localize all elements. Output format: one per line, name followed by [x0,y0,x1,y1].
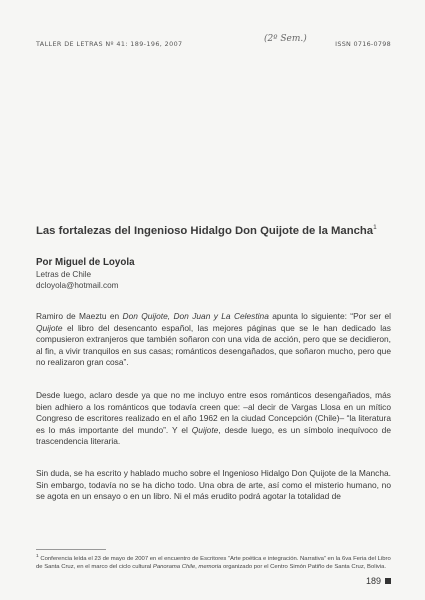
author-email: dcloyola@hotmail.com [36,281,119,290]
paragraph-2-text-a: Desde luego, aclaro desde ya que no me incluyo entre esos románticos desengañados, más bien adhiero a los románticos que todavía creen que: –al decir de Vargas Llosa en un mítico Congreso de escritores realizado en el año 1962 en la ciudad Concepción (Chile)– “la literatura es lo más importante del mundo”. Y el [36,390,391,435]
author-block [36,257,135,291]
footnote-text-a: Conferencia leída el 23 de mayo de 2007 en el encuentro de Escritores “Arte poética e integración. Narrativa” en la 6va Feria del Libro de Santa Cruz, en el marco del ciclo cultural [36,555,391,570]
article-title-text: Las fortalezas del Ingenioso Hidalgo Don Quijote de la Mancha [36,224,374,237]
author-affiliation: Letras de Chile [36,270,92,279]
paragraph-1-text-c: el libro del desencanto español, las mejores páginas que se le han dedicado las compusieron extranjeros que también soñaron con una vida de acción, pero que se decidieron, al fin, a vivir tranquilos en sus casas; románticos desengañados, que soñaron mucho, pero que no realizaron gran cosa”. [36,322,391,367]
paragraph-1-italic-a: Don Quijote, Don Juan y La Celestina [122,311,269,321]
footnote-mark: 1 [36,554,39,559]
title-footnote-mark: 1 [373,224,377,231]
paragraph-3-text: Sin duda, se ha escrito y hablado mucho sobre el Ingenioso Hidalgo Don Quijote de la Mancha. Sin embargo, todavía no se ha dicho todo. Una obra de arte, así como el misterio humano, no se agota en un ensayo o en un libro. Ni el más erudito podrá agotar la totalidad de [36,468,391,501]
footnote-rule [36,549,106,550]
page-number-text: 189 [365,576,381,586]
paragraph-1 [36,311,391,369]
handwritten-note: (2º Sem.) [264,34,307,44]
footnote-italic-a: Panorama Chile [152,563,196,570]
square-marker-icon [385,578,391,584]
paragraph-2-italic-a: Quijote [191,424,219,435]
paragraph-1-italic-b: Quijote [36,322,63,333]
footnote-text-c: organizado por el Centro Simón Patiño de Santa Cruz, Bolivia. [221,563,387,570]
article-title [36,220,391,239]
paragraph-1-text-b: apunta lo siguiente: “Por ser el [268,311,391,321]
footnote-text-b: , [195,563,199,570]
paragraph-1-text-a: Ramiro de Maeztu en [36,311,123,321]
page-number [366,576,391,586]
footnote-italic-b: memoria [198,563,222,570]
paragraph-2-text-b: , desde luego, es un símbolo inequívoco de trascendencia literaria. [36,424,392,446]
paragraph-3 [36,468,391,503]
journal-citation: TALLER DE LETRAS Nº 41: 189-196, 2007 [36,40,183,48]
running-header [36,34,391,54]
footnote [36,553,391,571]
author-name: Por Miguel de Loyola [36,257,135,268]
paragraph-2 [36,390,391,448]
issn: ISSN 0716-0798 [335,40,391,48]
